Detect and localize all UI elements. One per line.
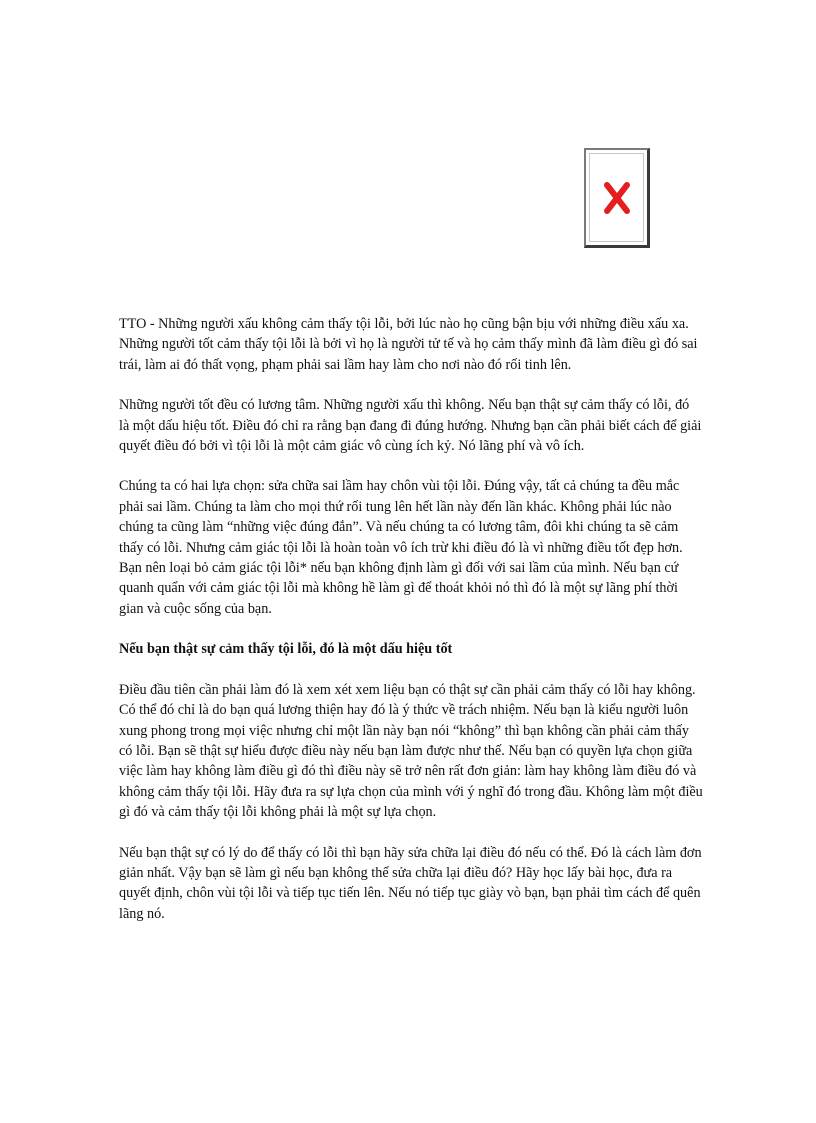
paragraph-two-choices: Chúng ta có hai lựa chọn: sửa chữa sai lầm hay chôn vùi tội lỗi. Đúng vậy, tất cả chúng ta đều mắc phải sai lầm. Chúng ta làm cho mọi thứ rối tung lên hết lần này đến lần khác. Không phải lúc nào chúng ta cũng làm “những việc đúng đắn”. Và nếu chúng ta có lương tâm, đôi khi chúng ta sẽ cảm thấy có lỗi. Nhưng cảm giác tội lỗi là hoàn toàn vô ích trừ khi điều đó là vì những điều tốt đẹp hơn. Bạn nên loại bỏ cảm giác tội lỗi* nếu bạn không định làm gì đối với sai lầm của mình. Nếu bạn cứ quanh quẩn với cảm giác tội lỗi mà không hề làm gì để thoát khỏi nó thì đó là một sự lãng phí thời gian và cuộc sống của bạn. <box>119 478 683 617</box>
paragraph-conscience: Những người tốt đều có lương tâm. Những người xấu thì không. Nếu bạn thật sự cảm thấy có lỗi, đó là một dấu hiệu tốt. Điều đó chỉ ra rằng bạn đang đi đúng hướng. Nhưng bạn cần phải biết cách để giải quyết điều đó bởi vì tội lỗi là một cảm giác vô cùng ích kỷ. Nó lãng phí và vô ích. <box>119 397 702 455</box>
paragraph-fix-mistake: Nếu bạn thật sự có lý do để thấy có lỗi thì bạn hãy sửa chữa lại điều đó nếu có thể. Đó là cách làm đơn giản nhất. Vậy bạn sẽ làm gì nếu bạn không thể sửa chữa lại điều đó? Hãy học lấy bài học, đưa ra quyết định, chôn vùi tội lỗi và tiếp tục tiến lên. Nếu nó tiếp tục giày vò bạn, bạn phải tìm cách để quên lãng nó. <box>119 844 702 922</box>
paragraph-first-step: Điều đầu tiên cần phải làm đó là xem xét xem liệu bạn có thật sự cần phải cảm thấy có lỗi hay không. Có thể đó chỉ là do bạn quá lương thiện hay đó là ý thức về trách nhiệm. Nếu bạn là kiểu người luôn xung phong trong mọi việc nhưng chỉ một lần này bạn nói “không” thì bạn không cần phải cảm thấy có lỗi. Bạn sẽ thật sự hiểu được điều này nếu bạn làm được như thế. Nếu bạn có quyền lựa chọn giữa việc làm hay không làm điều gì đó thì điều này sẽ trở nên rất đơn giản: làm hay không làm điều đó và không cảm thấy tội lỗi. Hãy đưa ra sự lựa chọn của mình với ý nghĩ đó trong đầu. Không làm một điều gì đó và cảm thấy tội lỗi không phải là một sự lựa chọn. <box>119 681 703 821</box>
red-x-icon <box>602 180 632 216</box>
paragraph-intro: TTO - Những người xấu không cảm thấy tội lỗi, bởi lúc nào họ cũng bận bịu với những điều xấu xa. Những người tốt cảm thấy tội lỗi là bởi vì họ là người tử tế và họ cảm thấy mình đã làm điều gì đó sai trái, làm ai đó thất vọng, phạm phải sai lầm hay làm cho nơi nào đó rối tinh lên. <box>119 316 698 373</box>
section-heading: Nếu bạn thật sự cảm thấy tội lỗi, đó là một dấu hiệu tốt <box>119 641 453 658</box>
broken-image-icon <box>584 148 650 248</box>
article-body <box>119 314 703 944</box>
